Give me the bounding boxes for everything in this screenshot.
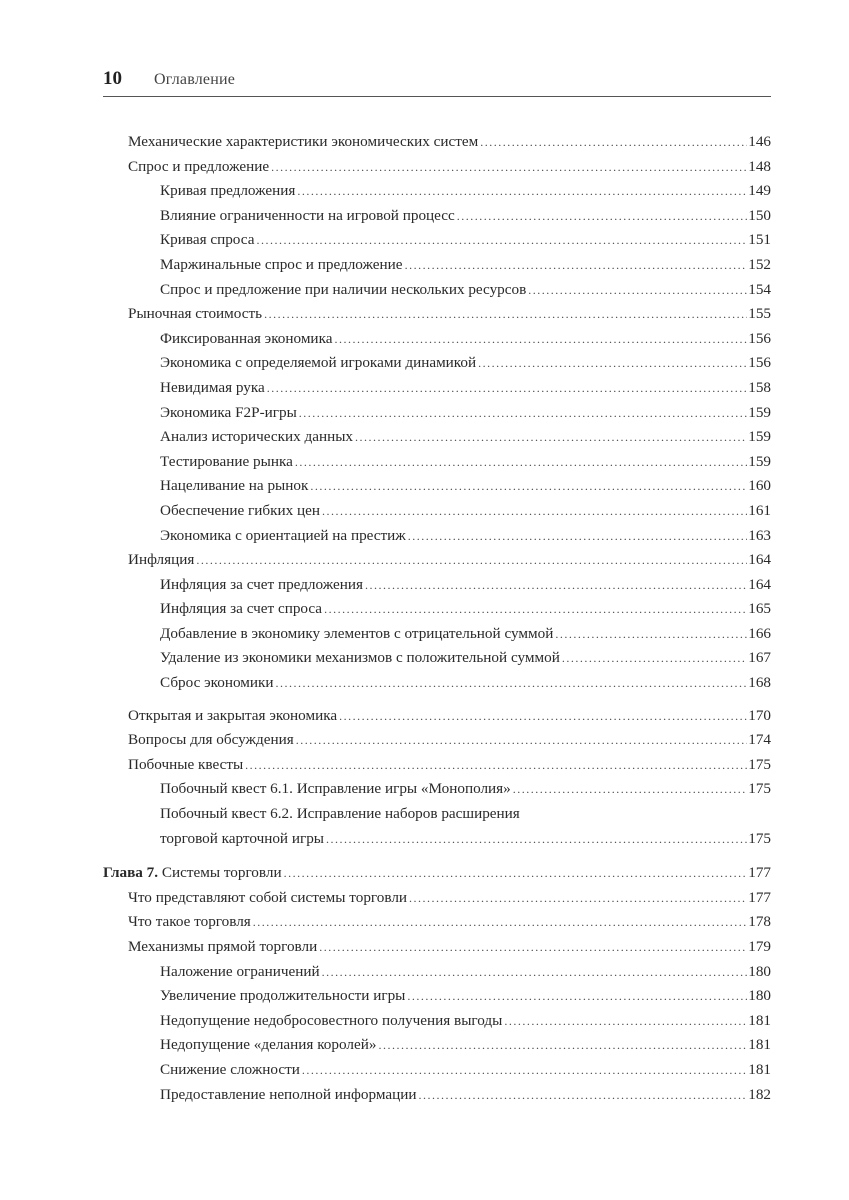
toc-entry[interactable] [103,960,771,985]
toc-entry[interactable] [103,401,771,426]
toc-entry[interactable] [103,450,771,475]
entry-title: Побочный квест 6.2. Исправление наборов расширения [160,805,520,823]
entry-page: 159 [748,428,771,446]
entry-title: Рыночная стоимость [128,305,263,323]
dot-leader [555,622,747,647]
dot-leader [267,376,747,401]
entry-title: Увеличение продолжительности игры [160,987,406,1005]
dot-leader [256,228,747,253]
entry-page: 158 [748,378,771,396]
chapter-title: Системы торговли [158,864,282,882]
toc-entry[interactable] [103,1033,771,1058]
dot-leader [302,1058,747,1083]
toc-section-trade [103,886,771,1107]
entry-title: Тестирование рынка [160,452,293,470]
dot-leader [264,302,747,327]
entry-page: 161 [748,501,771,519]
entry-title: Спрос и предложение при наличии нескольких ресурсов [160,280,527,298]
dot-leader [296,728,748,753]
toc-entry[interactable] [103,622,771,647]
dot-leader [513,777,747,802]
dot-leader [253,910,747,935]
toc-entry[interactable] [103,935,771,960]
toc-entry[interactable] [103,376,771,401]
toc-entry[interactable] [103,179,771,204]
toc-entry[interactable] [103,327,771,352]
toc-entry[interactable] [103,802,771,827]
dot-leader [295,450,747,475]
entry-title: Предоставление неполной информации [160,1085,417,1103]
entry-title: Анализ исторических данных [160,428,354,446]
toc-entry[interactable] [103,984,771,1009]
toc-entry[interactable] [103,597,771,622]
entry-title: Снижение сложности [160,1060,300,1078]
dot-leader [310,474,747,499]
entry-page: 151 [748,231,771,249]
toc-entry[interactable] [103,753,771,778]
entry-page: 164 [748,551,771,569]
entry-page: 156 [748,354,771,372]
entry-page: 182 [748,1085,771,1103]
dot-leader [365,573,747,598]
entry-page: 181 [748,1011,771,1029]
entry-title: Недопущение недобросовестного получения выгоды [160,1011,503,1029]
entry-title: Побочный квест 6.1. Исправление игры «Монополия» [160,780,511,798]
entry-title: Экономика с определяемой игроками динамикой [160,354,477,372]
entry-title: Кривая предложения [160,182,296,200]
spacer [103,696,771,704]
entry-title [103,861,282,886]
toc-entry[interactable] [103,777,771,802]
entry-page: 170 [748,706,771,724]
entry-page: 175 [748,829,771,847]
dot-leader [355,425,747,450]
entry-title: Открытая и закрытая экономика [128,706,338,724]
toc-entry[interactable] [103,278,771,303]
entry-page: 163 [748,526,771,544]
entry-title: Механизмы прямой торговли [128,938,318,955]
toc-entry[interactable] [103,524,771,549]
entry-title: Спрос и предложение [128,157,270,175]
dot-leader [297,179,747,204]
chapter-label: Глава 7. [103,864,159,882]
toc-entry[interactable] [103,573,771,598]
entry-title: Экономика F2P-игры [160,403,297,421]
entry-title: Инфляция за счет предложения [160,575,364,593]
entry-page: 150 [748,206,771,224]
entry-page: 159 [748,403,771,421]
dot-leader [322,960,748,985]
toc-entry[interactable] [103,646,771,671]
entry-page: 148 [748,157,771,175]
dot-leader [322,499,747,524]
entry-title: Инфляция за счет спроса [160,600,323,618]
page-number: 10 [103,68,122,89]
entry-title: Невидимая рука [160,378,265,396]
toc-entry[interactable] [103,1009,771,1034]
entry-page: 177 [748,888,771,906]
toc-entry[interactable] [103,910,771,935]
table-of-contents [103,130,771,1107]
dot-leader [245,753,747,778]
dot-leader [378,1033,747,1058]
entry-page: 165 [748,600,771,618]
entry-title: Маржинальные спрос и предложение [160,255,403,273]
entry-title: Нацеливание на рынок [160,477,309,495]
entry-title: Что такое торговля [128,913,251,931]
dot-leader [276,671,748,696]
entry-page: 149 [748,182,771,200]
entry-page: 177 [748,864,771,882]
toc-entry[interactable] [103,704,771,729]
entry-page: 156 [748,329,771,347]
toc-entry[interactable] [103,302,771,327]
entry-title: Сброс экономики [160,674,274,692]
entry-page: 180 [748,962,771,980]
entry-page: 152 [748,255,771,273]
entry-page: 167 [748,649,771,667]
toc-entry[interactable] [103,1058,771,1083]
toc-entry[interactable] [103,886,771,911]
dot-leader [562,646,747,671]
entry-page: 154 [748,280,771,298]
dot-leader [457,204,747,229]
entry-title: Что представляют собой системы торговли [128,888,408,906]
toc-entry[interactable] [103,425,771,450]
entry-title: Инфляция [128,551,195,569]
dot-leader [405,253,748,278]
dot-leader [339,704,747,729]
entry-page: 168 [748,674,771,692]
toc-section-extras [103,704,771,852]
entry-page: 178 [748,913,771,931]
toc-entry[interactable] [103,1083,771,1108]
dot-leader [299,401,747,426]
entry-page: 164 [748,575,771,593]
entry-page: 181 [748,1036,771,1054]
entry-page: 175 [748,780,771,798]
toc-entry[interactable] [103,130,771,155]
dot-leader [408,524,747,549]
toc-entry[interactable] [103,499,771,524]
dot-leader [334,327,747,352]
toc-entry[interactable] [103,155,771,180]
running-header [103,66,771,97]
entry-title: торговой карточной игры [160,829,325,847]
entry-page: 155 [748,305,771,323]
dot-leader [196,548,747,573]
toc-entry[interactable] [103,351,771,376]
dot-leader [528,278,747,303]
dot-leader [284,861,748,886]
toc-entry[interactable] [103,548,771,573]
entry-title: Влияние ограниченности на игровой процесс [160,206,455,224]
entry-page: 174 [748,731,771,749]
dot-leader [319,935,747,960]
entry-page: 179 [748,938,771,955]
entry-title: Обеспечение гибких цен [160,501,320,519]
entry-title: Механические характеристики экономических систем [128,133,479,150]
entry-page: 166 [748,624,771,642]
toc-entry[interactable] [103,253,771,278]
dot-leader [480,130,747,155]
entry-title: Добавление в экономику элементов с отрицательной суммой [160,624,554,642]
toc-entry[interactable] [103,228,771,253]
dot-leader [326,827,747,852]
running-title: Оглавление [154,71,236,88]
entry-title: Фиксированная экономика [160,329,333,347]
toc-chapter-7[interactable] [103,861,771,886]
toc-entry[interactable] [103,671,771,696]
toc-entry[interactable] [103,827,771,852]
entry-page: 180 [748,987,771,1005]
dot-leader [504,1009,747,1034]
dot-leader [409,886,747,911]
entry-title: Побочные квесты [128,755,244,773]
entry-page: 175 [748,755,771,773]
entry-page: 159 [748,452,771,470]
dot-leader [478,351,747,376]
spacer [103,851,771,861]
entry-title: Вопросы для обсуждения [128,731,294,749]
dot-leader [324,597,747,622]
dot-leader [407,984,747,1009]
dot-leader [271,155,747,180]
entry-title: Экономика с ориентацией на престиж [160,526,406,544]
entry-title: Удаление из экономики механизмов с положительной суммой [160,649,560,667]
entry-title: Недопущение «делания королей» [160,1036,377,1054]
toc-entry[interactable] [103,728,771,753]
entry-page: 146 [748,133,771,150]
entry-title: Кривая спроса [160,231,255,249]
toc-section-economy [103,130,771,696]
entry-title: Наложение ограничений [160,962,320,980]
toc-entry[interactable] [103,474,771,499]
entry-page: 181 [748,1060,771,1078]
entry-page: 160 [748,477,771,495]
toc-entry[interactable] [103,204,771,229]
dot-leader [419,1083,748,1108]
